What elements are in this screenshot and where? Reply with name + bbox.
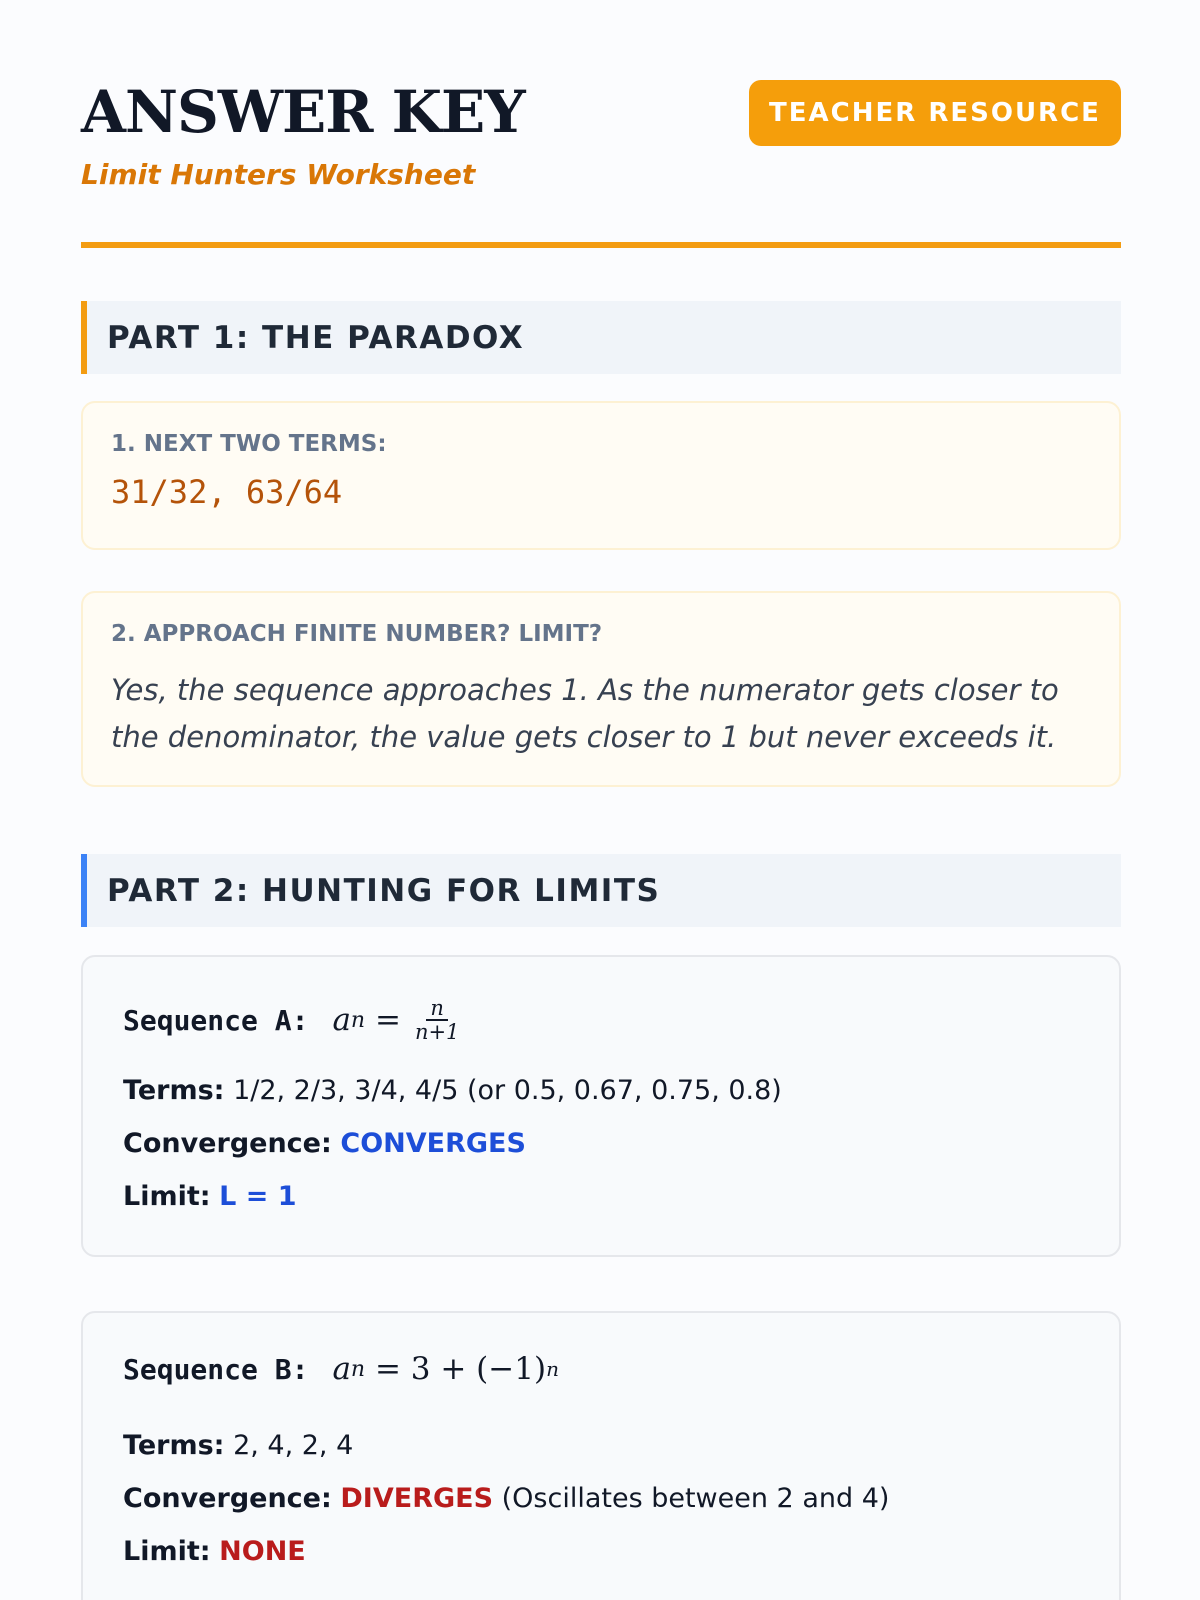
sequence-b-card [81,1311,1121,1600]
page-title: ANSWER KEY [81,78,525,146]
sequence-b-name: Sequence B: [123,1352,309,1386]
q2-answer: Yes, the sequence approaches 1. As the numerator gets closer to the denominator, the value gets closer to 1 but never exceeds it. [111,673,1059,754]
page-header [81,0,1121,248]
sequence-a-fraction: $\frac{n}{n+1}$ [414,996,460,1044]
part2-heading: PART 2: HUNTING FOR LIMITS [81,854,1121,927]
teacher-resource-badge: TEACHER RESOURCE [749,80,1121,146]
sequence-b-convergence: Convergence: DIVERGES (Oscillates between 2 and 4) [123,1483,890,1514]
q1-answer: 31/32, 63/64 [111,473,343,511]
sequence-a-name: Sequence A: [123,1003,309,1037]
sequence-b-title [123,1351,559,1387]
sequence-a-formula: a n = $\frac{n}{n+1}$ [332,997,463,1043]
sequence-b-terms: Terms: 2, 4, 2, 4 [123,1430,354,1461]
sequence-a-card [81,955,1121,1257]
q2-label: 2. APPROACH FINITE NUMBER? LIMIT? [111,621,603,647]
q2-answer-box [81,591,1121,787]
sequence-a-title [123,997,463,1043]
sequence-a-terms: Terms: 1/2, 2/3, 3/4, 4/5 (or 0.5, 0.67, 0.75, 0.8) [123,1075,782,1106]
sequence-b-limit: Limit: NONE [123,1536,306,1567]
q1-answer-box [81,401,1121,550]
q1-label: 1. NEXT TWO TERMS: [111,431,387,457]
sequence-a-limit: Limit: L = 1 [123,1181,297,1212]
part1-heading: PART 1: THE PARADOX [81,301,1121,374]
sequence-a-convergence: Convergence: CONVERGES [123,1128,526,1159]
answer-key-page [81,0,1121,1567]
page-subtitle: Limit Hunters Worksheet [81,158,476,191]
sequence-b-formula: a n = 3 + (−1) n [332,1351,559,1387]
